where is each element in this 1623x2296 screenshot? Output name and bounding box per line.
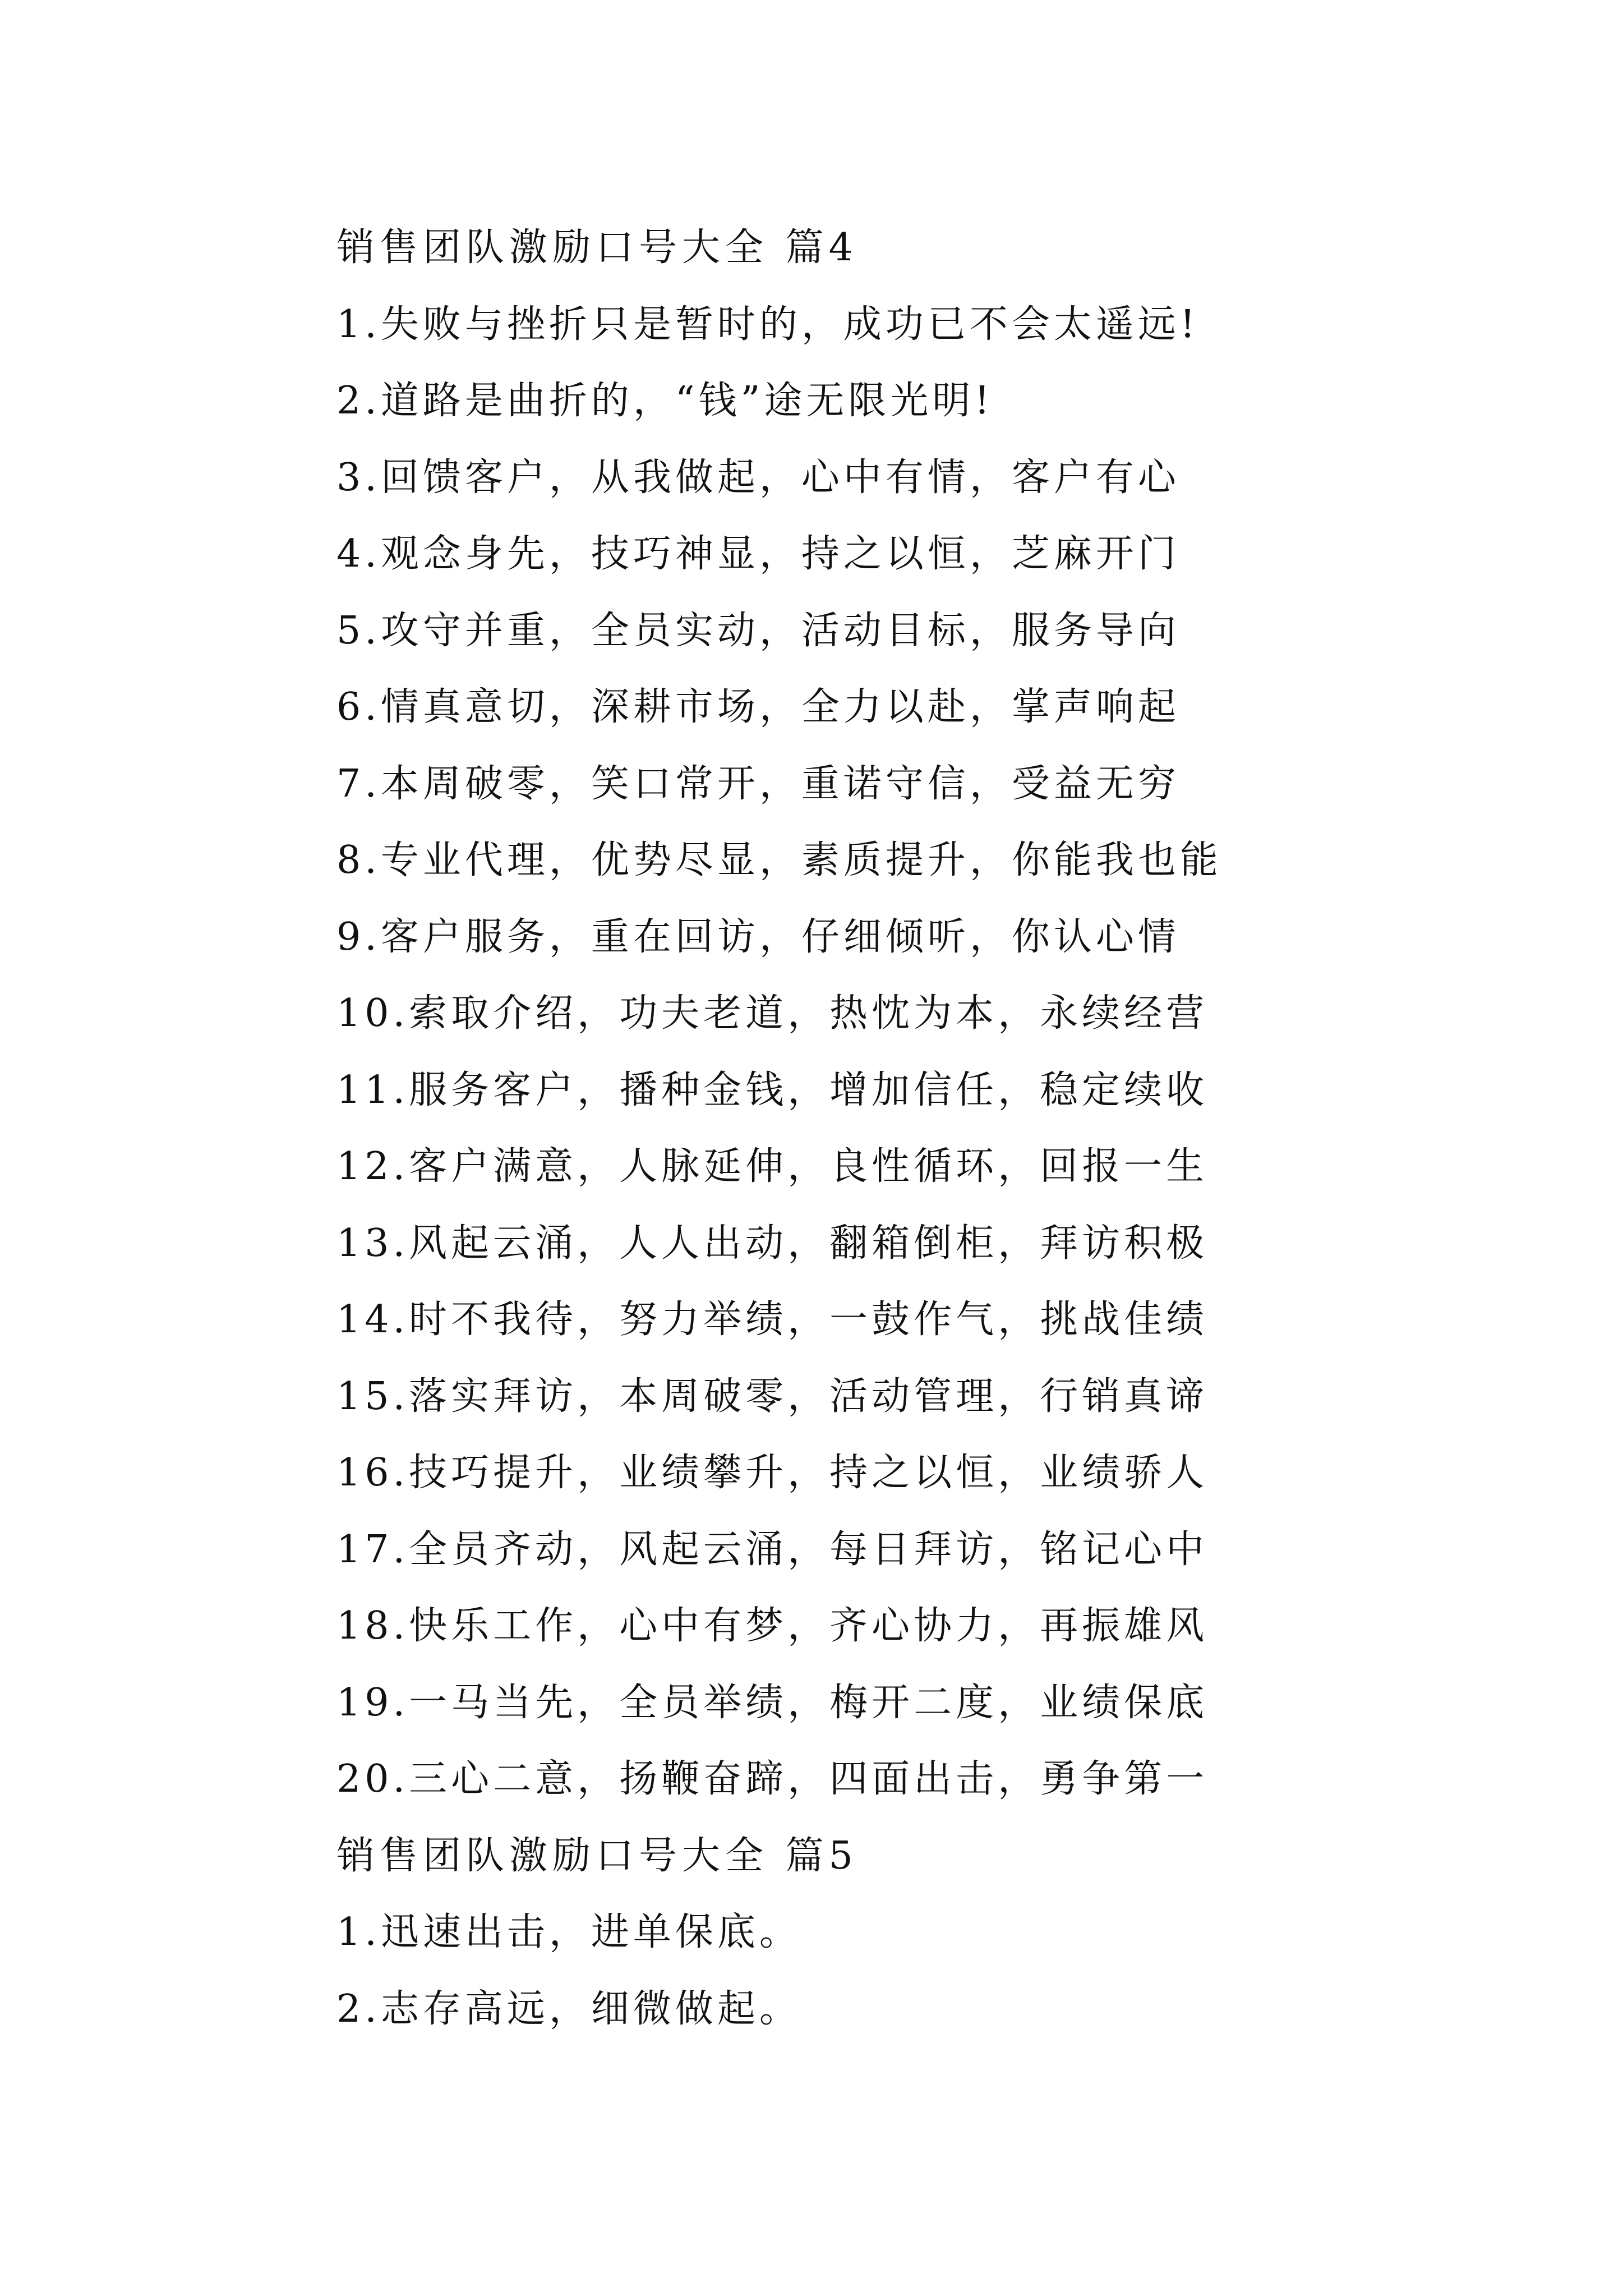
slogan-item: 19.一马当先，全员举绩，梅开二度，业绩保底 — [336, 1680, 1209, 1725]
slogan-item: 10.索取介绍，功夫老道，热忱为本，永续经营 — [336, 991, 1209, 1036]
document-body — [336, 210, 1570, 2047]
slogan-item: 3.回馈客户，从我做起，心中有情，客户有心 — [336, 455, 1180, 500]
slogan-item: 17.全员齐动，风起云涌，每日拜访，铭记心中 — [336, 1527, 1209, 1572]
slogan-item: 6.情真意切，深耕市场，全力以赴，掌声响起 — [336, 685, 1180, 729]
slogan-item: 1.失败与挫折只是暂时的，成功已不会太遥远! — [336, 302, 1200, 347]
slogan-item: 4.观念身先，技巧神显，持之以恒，芝麻开门 — [336, 532, 1180, 576]
slogan-item: 12.客户满意，人脉延伸，良性循环，回报一生 — [336, 1144, 1209, 1189]
slogan-item: 20.三心二意，扬鞭奋蹄，四面出击，勇争第一 — [336, 1757, 1209, 1801]
section-heading: 销售团队激励口号大全 篇4 — [336, 226, 858, 270]
slogan-item: 2.道路是曲折的，“钱”途无限光明! — [336, 379, 994, 423]
slogan-item: 11.服务客户，播种金钱，增加信任，稳定续收 — [336, 1068, 1209, 1112]
slogan-item: 14.时不我待，努力举绩，一鼓作气，挑战佳绩 — [336, 1297, 1209, 1342]
slogan-item: 7.本周破零，笑口常开，重诺守信，受益无穷 — [336, 761, 1180, 806]
slogan-item: 9.客户服务，重在回访，仔细倾听，你认心情 — [336, 914, 1180, 959]
slogan-item: 5.攻守并重，全员实动，活动目标，服务导向 — [336, 608, 1180, 653]
slogan-item: 13.风起云涌，人人出动，翻箱倒柜，拜访积极 — [336, 1221, 1209, 1266]
slogan-item: 15.落实拜访，本周破零，活动管理，行销真谛 — [336, 1374, 1209, 1419]
slogan-item: 8.专业代理，优势尽显，素质提升，你能我也能 — [336, 838, 1222, 882]
section-heading: 销售团队激励口号大全 篇5 — [336, 1833, 858, 1878]
slogan-item: 18.快乐工作，心中有梦，齐心协力，再振雄风 — [336, 1604, 1209, 1648]
slogan-item: 1.迅速出击，进单保底。 — [336, 1910, 801, 1954]
slogan-item: 16.技巧提升，业绩攀升，持之以恒，业绩骄人 — [336, 1451, 1209, 1495]
slogan-item: 2.志存高远，细微做起。 — [336, 1986, 801, 2031]
